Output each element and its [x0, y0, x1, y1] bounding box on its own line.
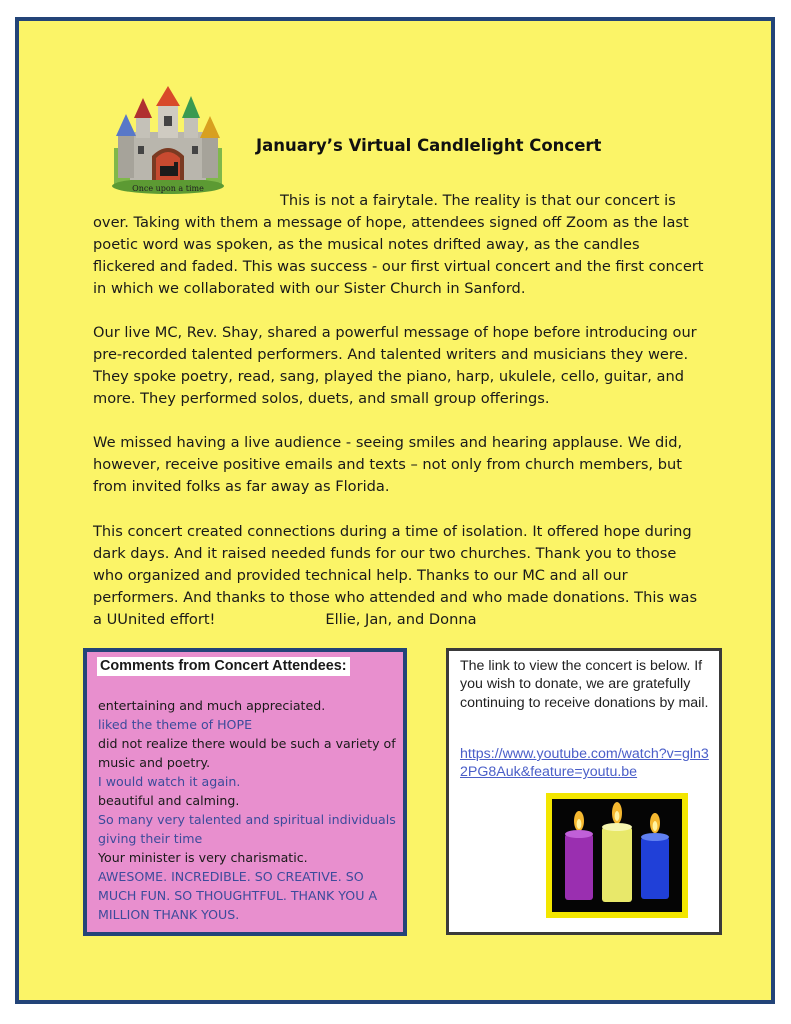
comment-item: I would watch it again.: [98, 774, 241, 789]
article-paragraph-3: We missed having a live audience - seeing smiles and hearing applause. We did, however, receive positive emails and texts – not only from church members, but from invited folks as far away as Florida.: [93, 434, 683, 496]
signature: Ellie, Jan, and Donna: [325, 611, 477, 629]
concert-video-link[interactable]: https://www.youtube.com/watch?v=gln32PG8Auk&feature=youtu.be: [460, 746, 709, 781]
comments-list: [98, 696, 398, 924]
comment-item: AWESOME. INCREDIBLE. SO CREATIVE. SO MUCH FUN. SO THOUGHTFUL. THANK YOU A MILLION THANK YOUS.: [98, 869, 378, 922]
comment-item: liked the theme of HOPE: [98, 717, 253, 732]
castle-logo-icon: [108, 86, 228, 194]
comments-box: [83, 648, 407, 936]
candles-icon: [546, 793, 688, 918]
comment-item: beautiful and calming.: [98, 793, 240, 808]
article-title: January’s Virtual Candlelight Concert: [256, 136, 602, 155]
comment-item: did not realize there would be such a variety of music and poetry.: [98, 736, 396, 770]
article-paragraph-1: This is not a fairytale. The reality is that our concert is over. Taking with them a message of hope, attendees signed off Zoom as the last poetic word was spoken, as the musical notes drifted away, as the candles flickered and faded. This was success - our first virtual concert and the first concert in which we collaborated with our Sister Church in Sanford.: [93, 192, 704, 298]
comment-item: So many very talented and spiritual individuals giving their time: [98, 812, 396, 846]
comment-item: Your minister is very charismatic.: [98, 850, 308, 865]
article-paragraph-2: Our live MC, Rev. Shay, shared a powerful message of hope before introducing our pre-recorded talented performers. And talented writers and musicians they were. They spoke poetry, read, sang, played the piano, harp, ukulele, cello, guitar, and more. They performed solos, duets, and small group offerings.: [93, 324, 697, 408]
logo-caption: Once upon a time: [132, 184, 204, 193]
comment-item: entertaining and much appreciated.: [98, 698, 326, 713]
article-paragraph-4: [93, 521, 705, 631]
link-box-text: The link to view the concert is below. If you wish to donate, we are gratefully continuing to receive donations by mail.: [460, 658, 709, 711]
comments-title: Comments from Concert Attendees:: [97, 657, 350, 676]
paragraph-4-text: This concert created connections during a time of isolation. It offered hope during dark days. And it raised needed funds for our two churches. Thank you to those who organized and provided technical help. Thanks to our MC and all our performers. And thanks to those who attended and who made donations. This was a UUnited effort!: [93, 523, 698, 629]
concert-link-box: [446, 648, 722, 935]
